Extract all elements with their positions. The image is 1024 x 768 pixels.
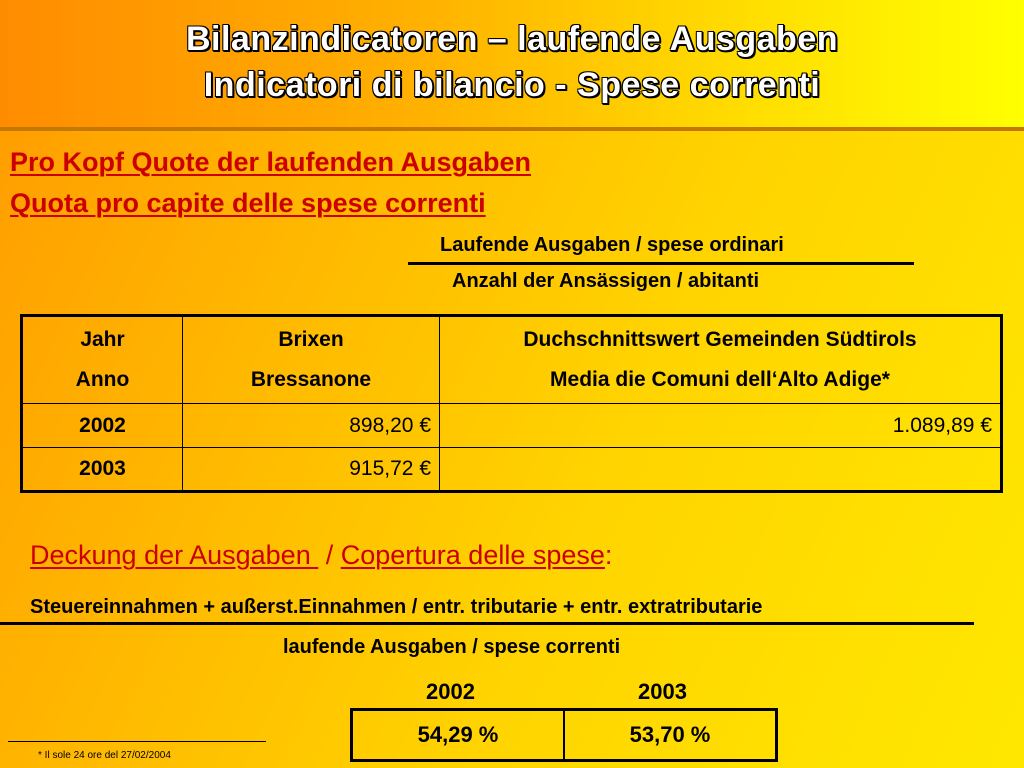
- title-german: Bilanzindicatoren – laufende Ausgaben: [185, 20, 838, 58]
- coverage-2002-value: 54,29 %: [352, 710, 565, 761]
- header-brixen: [183, 316, 440, 404]
- cell-year: 2003: [22, 448, 183, 492]
- coverage-year-2002: 2002: [426, 679, 475, 704]
- coverage-year-2003: 2003: [638, 679, 687, 704]
- cell-brixen: 915,72 €: [183, 448, 440, 492]
- section2-heading-german: Deckung der Ausgaben: [30, 540, 319, 570]
- footnote: * Il sole 24 ore del 27/02/2004: [38, 750, 171, 761]
- coverage-table: [350, 708, 778, 762]
- header-average-it: Media die Comuni dell‘Alto Adige*: [550, 368, 890, 391]
- coverage-2003-value: 53,70 %: [564, 710, 777, 761]
- formula2-numerator: Steuereinnahmen + außerst.Einnahmen / entr. tributarie + entr. extratributarie: [30, 596, 763, 618]
- table-row: [352, 710, 777, 761]
- header-average-de: Duchschnittswert Gemeinden Südtirols: [523, 328, 917, 351]
- table-header-row: [22, 316, 1002, 404]
- header-brixen-it: Bressanone: [250, 368, 372, 391]
- formula1-fraction-line: [408, 262, 914, 265]
- cell-brixen: 898,20 €: [183, 404, 440, 448]
- title-divider: [0, 127, 1024, 131]
- header-brixen-de: Brixen: [278, 328, 344, 351]
- per-capita-table: [20, 314, 1003, 493]
- table-row: [22, 404, 1002, 448]
- section2-separator: /: [318, 540, 341, 570]
- section1-heading-italian: Quota pro capite delle spese correnti: [10, 188, 486, 218]
- header-year: [22, 316, 183, 404]
- formula1-numerator: Laufende Ausgaben / spese ordinari: [440, 234, 784, 256]
- section2-heading-italian: Copertura delle spese: [340, 540, 605, 570]
- formula1-denominator: Anzahl der Ansässigen / abitanti: [452, 270, 760, 292]
- header-average: [440, 316, 1002, 404]
- formula2-denominator: laufende Ausgaben / spese correnti: [283, 636, 621, 658]
- cell-year: 2002: [22, 404, 183, 448]
- formula2-fraction-line: [0, 622, 974, 625]
- table-row: [22, 448, 1002, 492]
- header-year-de: Jahr: [80, 328, 125, 351]
- section2-heading: [30, 540, 612, 571]
- cell-average: 1.089,89 €: [440, 404, 1002, 448]
- section2-colon: :: [604, 540, 613, 570]
- title-italian: Indicatori di bilancio - Spese correnti: [203, 66, 821, 104]
- cell-average: [440, 448, 1002, 492]
- footnote-divider: [8, 741, 266, 742]
- section1-heading-german: Pro Kopf Quote der laufenden Ausgaben: [10, 147, 532, 177]
- header-year-it: Anno: [75, 368, 130, 391]
